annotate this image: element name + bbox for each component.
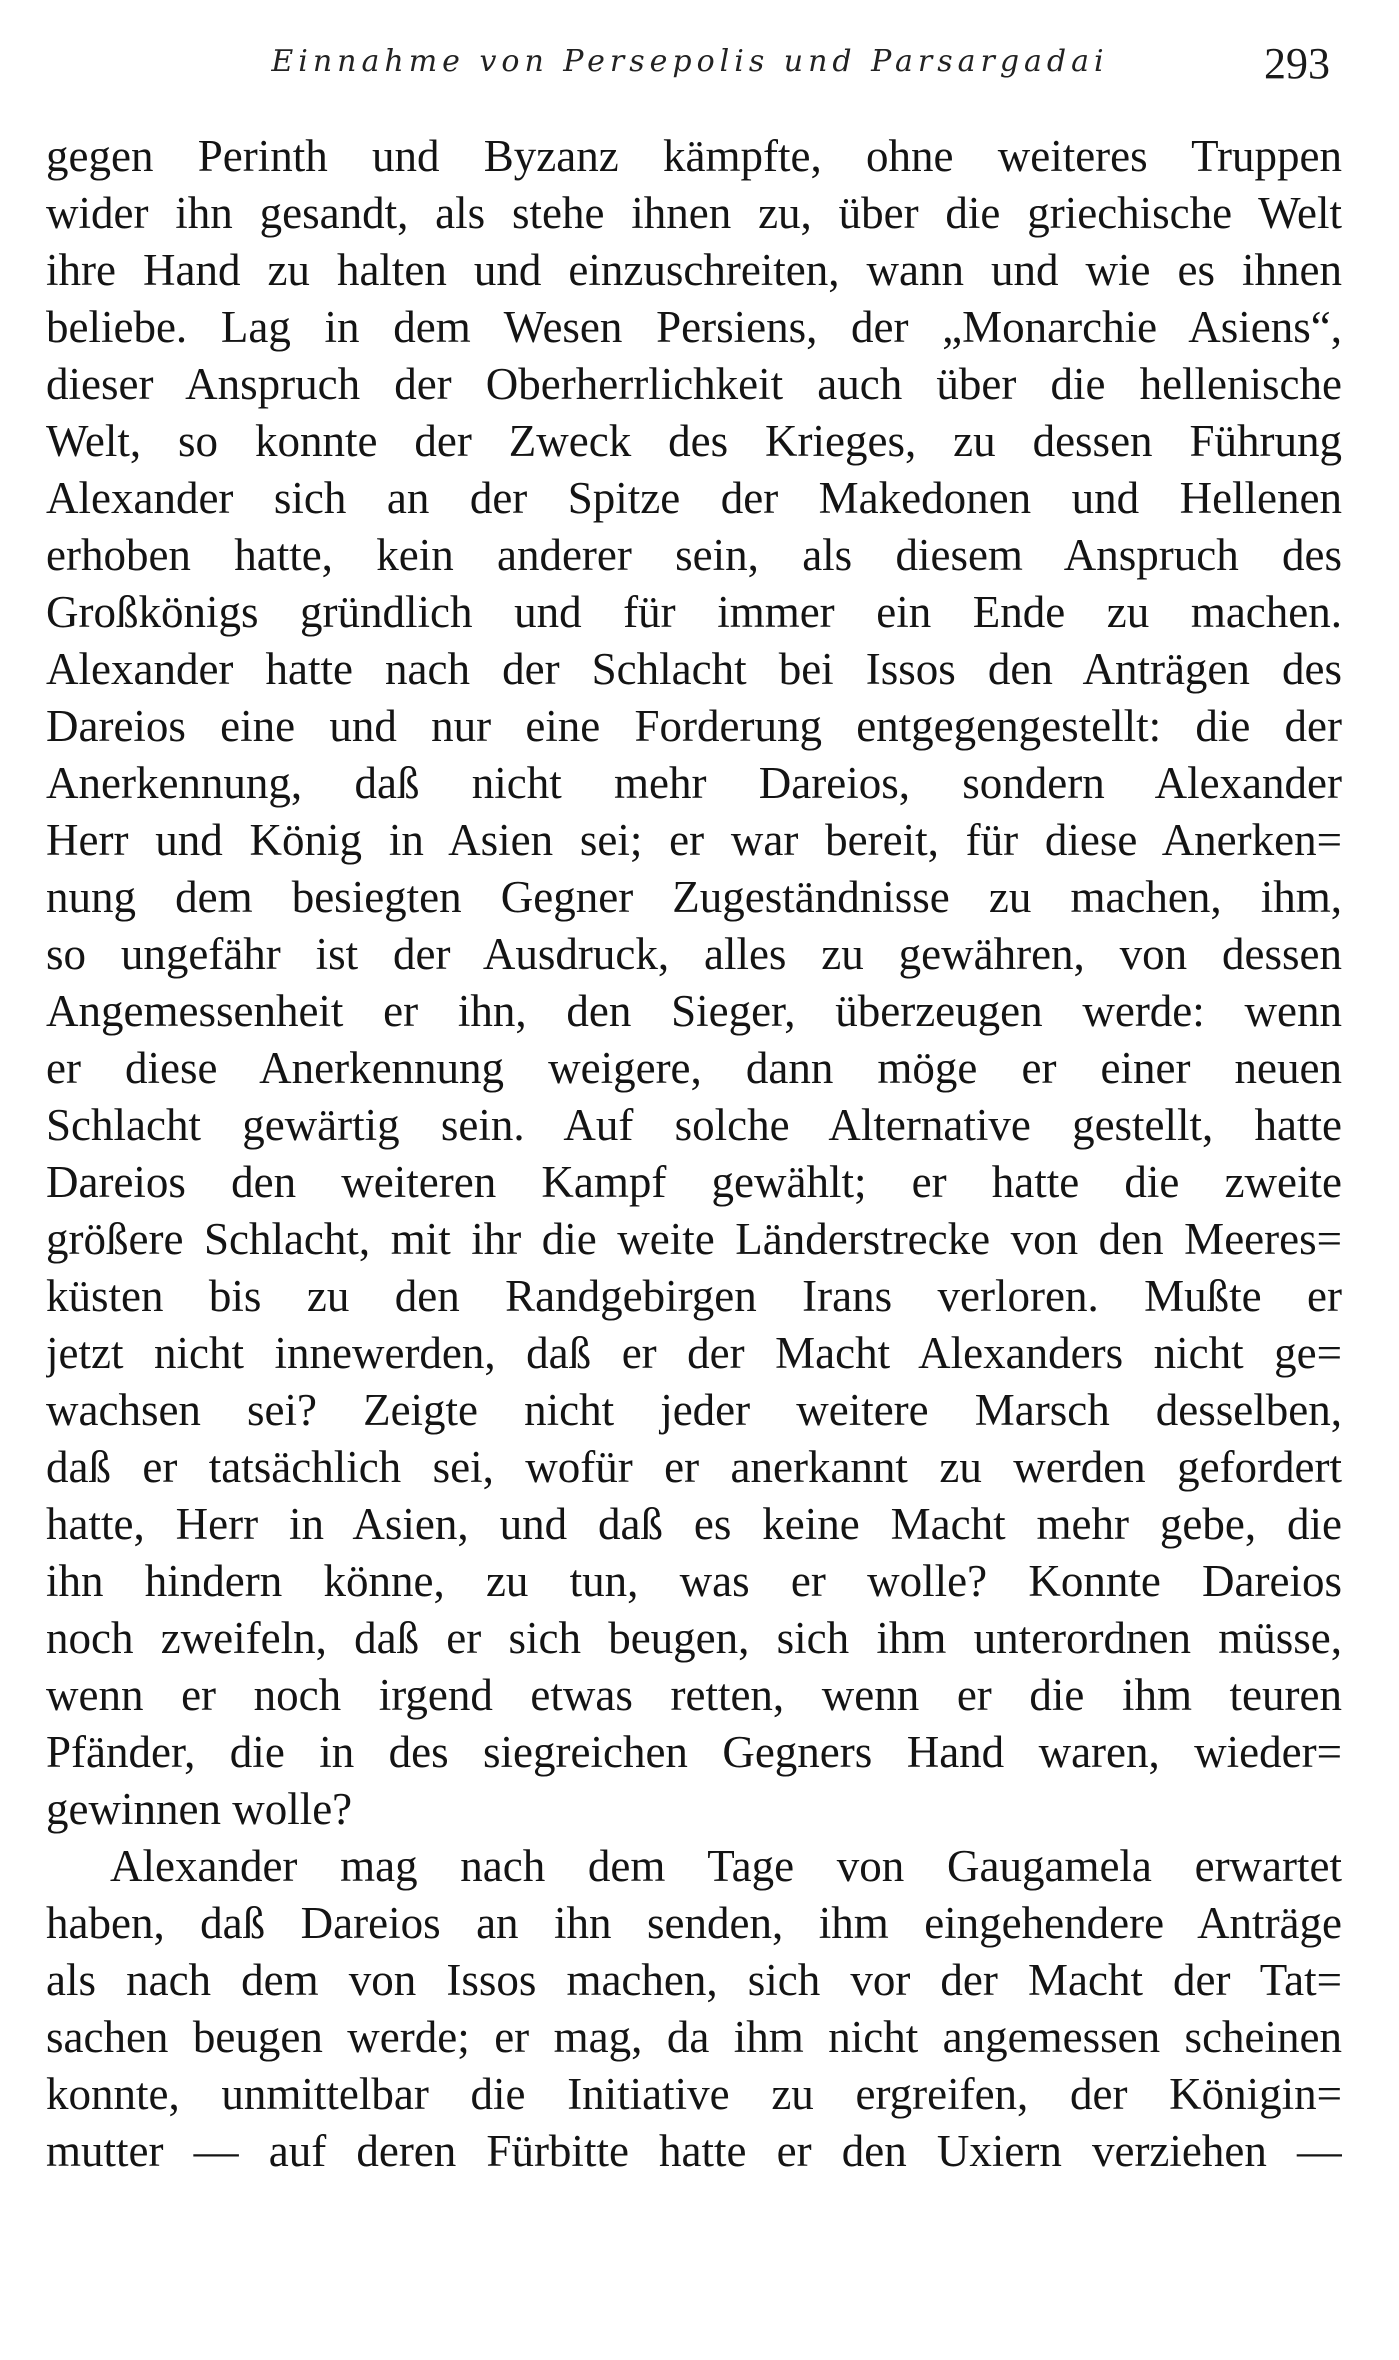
text-line: wachsen sei? Zeigte nicht jeder weitere Marsch desselben,	[46, 1385, 1342, 1435]
text-line: so ungefähr ist der Ausdruck, alles zu gewähren, von dessen	[46, 929, 1342, 979]
text-line: noch zweifeln, daß er sich beugen, sich ihm unterordnen müsse,	[46, 1613, 1342, 1663]
text-line: Angemessenheit er ihn, den Sieger, überzeugen werde: wenn	[46, 986, 1342, 1036]
text-line: gewinnen wolle?	[46, 1784, 353, 1834]
text-line: küsten bis zu den Randgebirgen Irans verloren. Mußte er	[46, 1271, 1342, 1321]
running-title: Einnahme von Persepolis und Parsargadai	[271, 44, 1109, 79]
text-line: gegen Perinth und Byzanz kämpfte, ohne weiteres Truppen	[46, 131, 1342, 181]
text-line: wenn er noch irgend etwas retten, wenn er die ihm teuren	[46, 1670, 1342, 1720]
text-line: sachen beugen werde; er mag, da ihm nicht angemessen scheinen	[46, 2012, 1342, 2062]
text-line: Alexander mag nach dem Tage von Gaugamela erwartet	[110, 1841, 1342, 1891]
paragraph-1	[46, 128, 1342, 1838]
text-line: nung dem besiegten Gegner Zugeständnisse zu machen, ihm,	[46, 872, 1342, 922]
text-line: er diese Anerkennung weigere, dann möge er einer neuen	[46, 1043, 1342, 1093]
text-line: dieser Anspruch der Oberherrlichkeit auch über die hellenische	[46, 359, 1342, 409]
running-head	[50, 30, 1330, 90]
text-line: Dareios den weiteren Kampf gewählt; er hatte die zweite	[46, 1157, 1342, 1207]
text-line: Anerkennung, daß nicht mehr Dareios, sondern Alexander	[46, 758, 1342, 808]
text-line: erhoben hatte, kein anderer sein, als diesem Anspruch des	[46, 530, 1342, 580]
text-line: ihre Hand zu halten und einzuschreiten, wann und wie es ihnen	[46, 245, 1342, 295]
text-line: Herr und König in Asien sei; er war bereit, für diese Anerken=	[46, 815, 1342, 865]
text-line: Pfänder, die in des siegreichen Gegners Hand waren, wieder=	[46, 1727, 1342, 1777]
paragraph-2	[46, 1838, 1342, 2180]
text-line: hatte, Herr in Asien, und daß es keine Macht mehr gebe, die	[46, 1499, 1342, 1549]
text-line: als nach dem von Issos machen, sich vor der Macht der Tat=	[46, 1955, 1342, 2005]
text-line: Großkönigs gründlich und für immer ein Ende zu machen.	[46, 587, 1342, 637]
text-line: Dareios eine und nur eine Forderung entgegengestellt: die der	[46, 701, 1342, 751]
text-line: größere Schlacht, mit ihr die weite Länderstrecke von den Meeres=	[46, 1214, 1342, 1264]
page-number: 293	[1264, 39, 1330, 88]
body-text	[46, 128, 1342, 2180]
text-line: daß er tatsächlich sei, wofür er anerkannt zu werden gefordert	[46, 1442, 1342, 1492]
text-line: Alexander sich an der Spitze der Makedonen und Hellenen	[46, 473, 1342, 523]
text-line: jetzt nicht innewerden, daß er der Macht Alexanders nicht ge=	[46, 1328, 1342, 1378]
text-line: beliebe. Lag in dem Wesen Persiens, der „Monarchie Asiens“,	[46, 302, 1342, 352]
text-line: konnte, unmittelbar die Initiative zu ergreifen, der Königin=	[46, 2069, 1342, 2119]
text-line: haben, daß Dareios an ihn senden, ihm eingehendere Anträge	[46, 1898, 1342, 1948]
text-line: Alexander hatte nach der Schlacht bei Issos den Anträgen des	[46, 644, 1342, 694]
text-line: Schlacht gewärtig sein. Auf solche Alternative gestellt, hatte	[46, 1100, 1342, 1150]
text-line: ihn hindern könne, zu tun, was er wolle? Konnte Dareios	[46, 1556, 1342, 1606]
text-line: Welt, so konnte der Zweck des Krieges, zu dessen Führung	[46, 416, 1342, 466]
text-line: wider ihn gesandt, als stehe ihnen zu, über die griechische Welt	[46, 188, 1342, 238]
text-line: mutter — auf deren Fürbitte hatte er den Uxiern verziehen —	[46, 2126, 1342, 2176]
